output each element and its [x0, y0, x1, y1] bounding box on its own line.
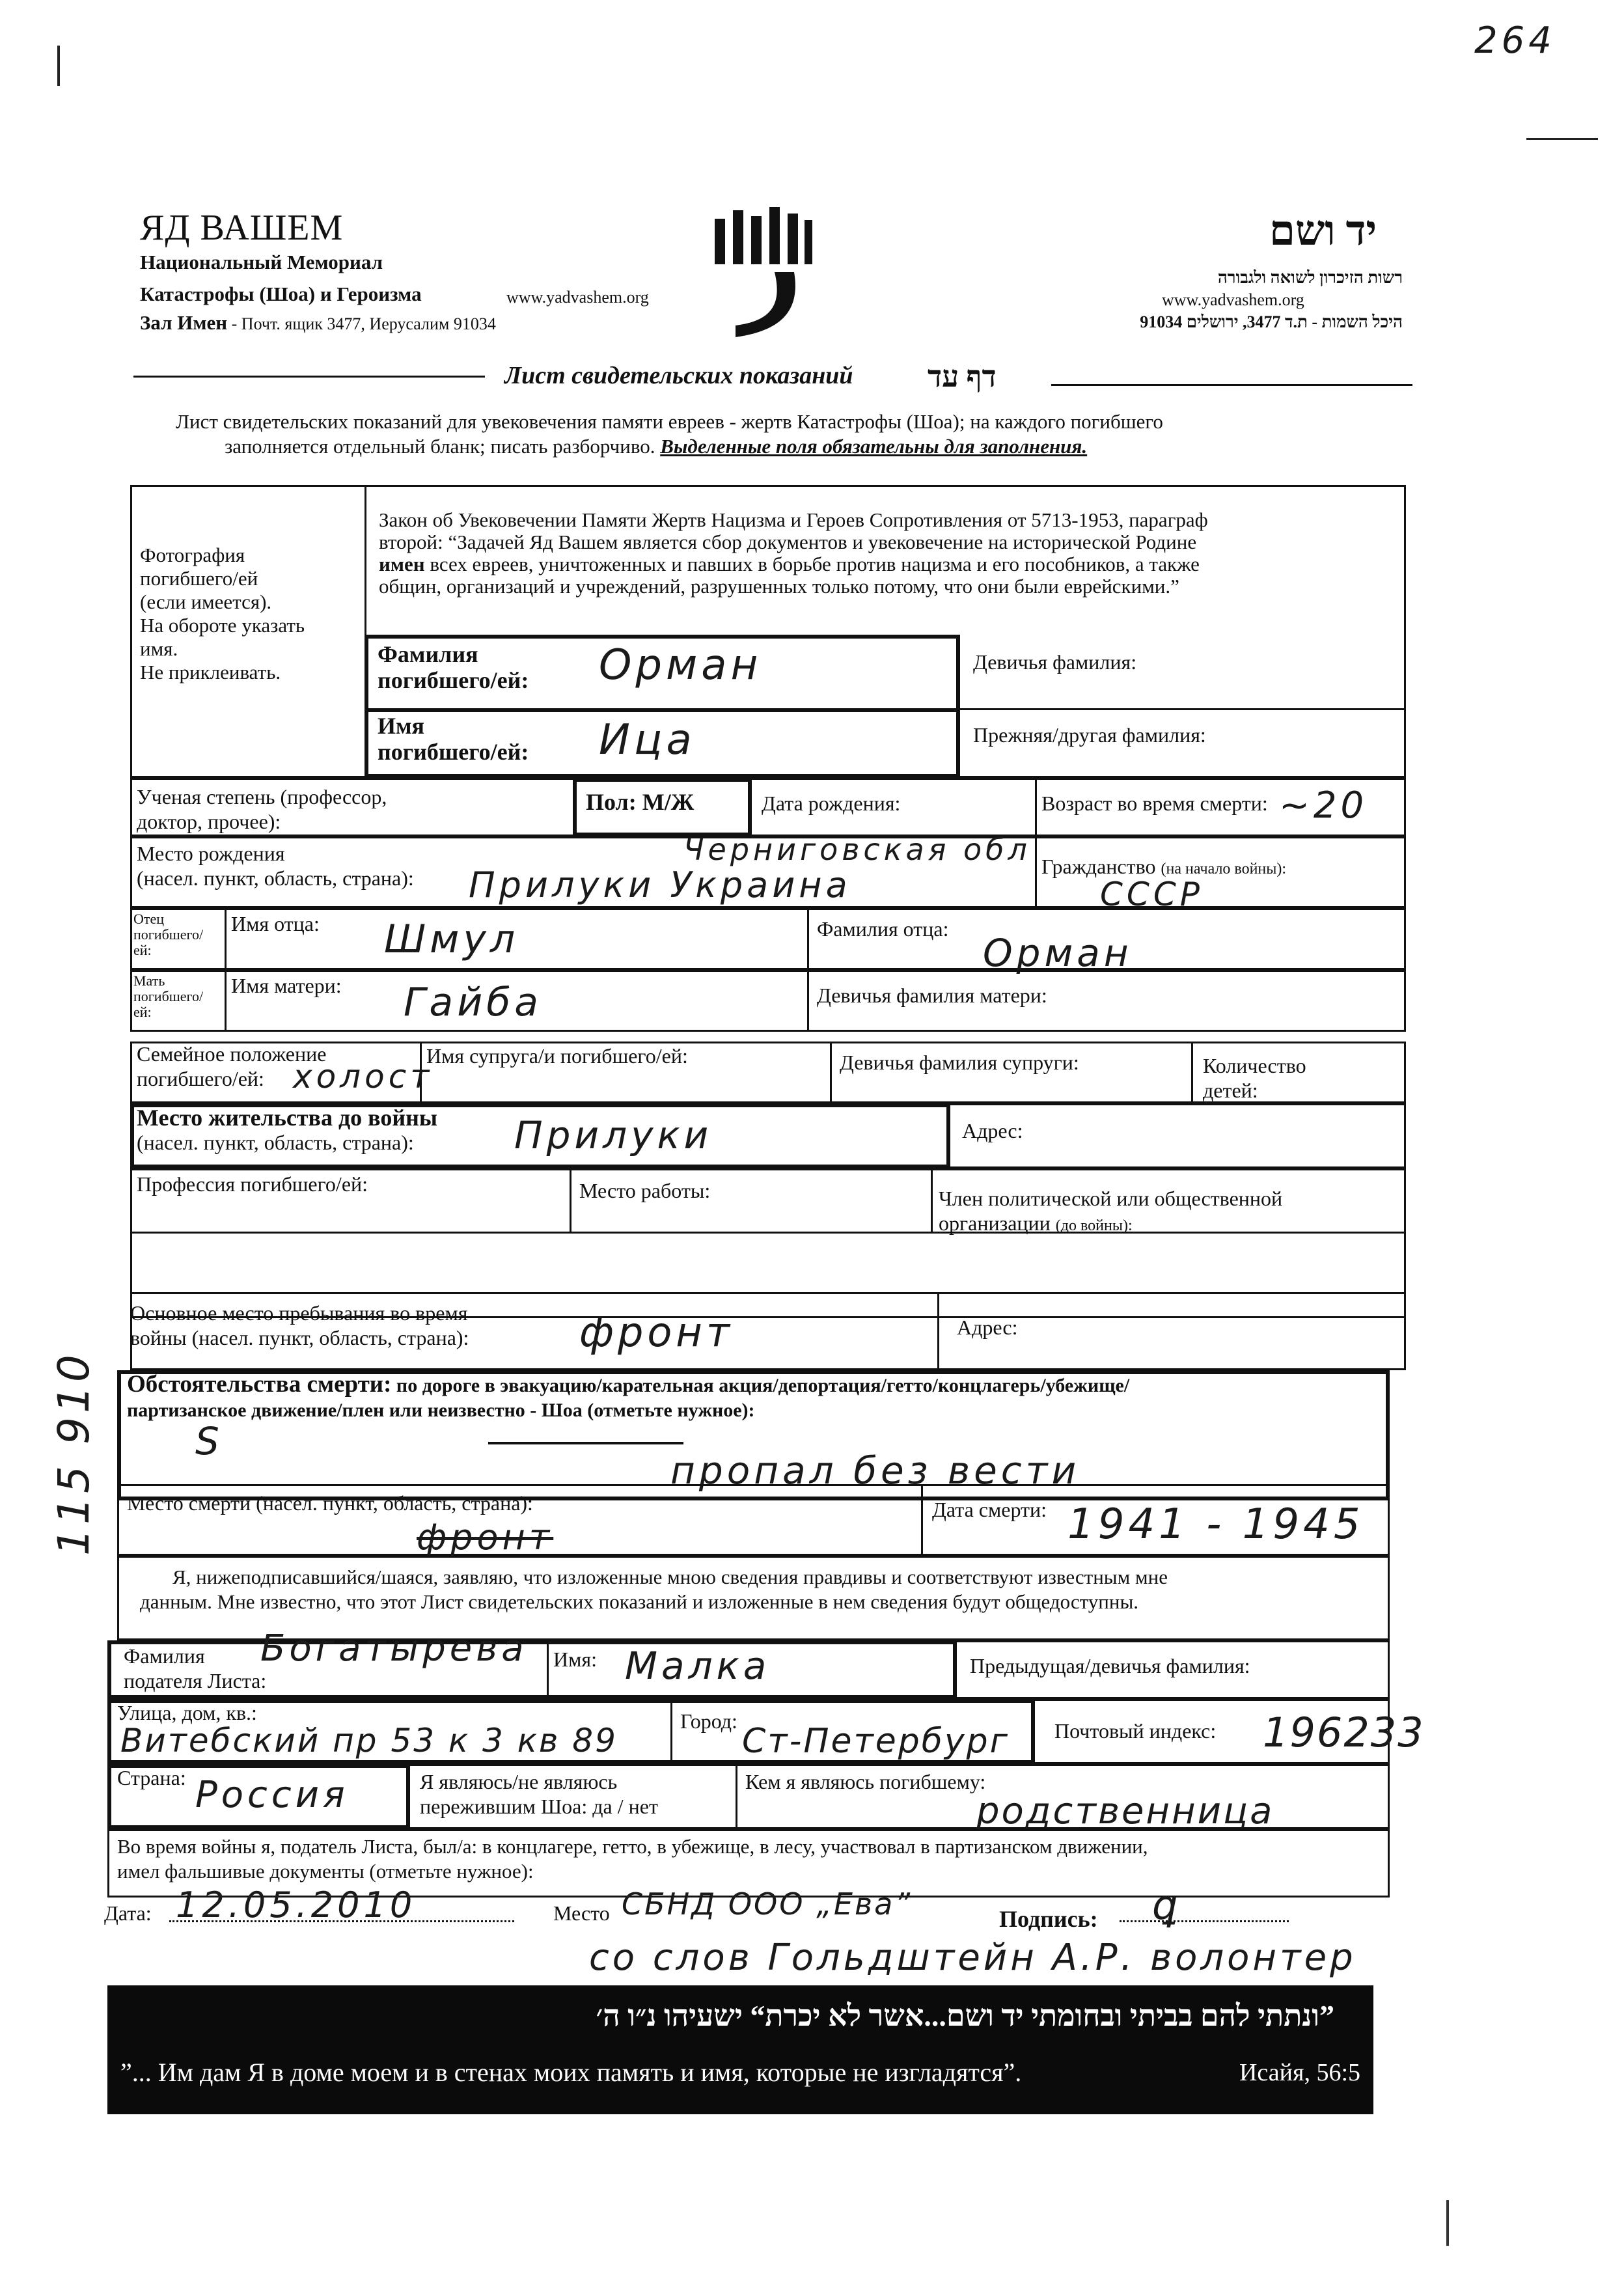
children-divider	[1191, 1042, 1193, 1103]
form-title-he: דף עד	[928, 360, 997, 393]
father-side-label: Отец погибшего/ ей:	[133, 911, 204, 958]
street-value[interactable]: Витебский пр 53 к 3 кв 89	[120, 1722, 618, 1760]
city-value[interactable]: Ст-Петербург	[742, 1722, 1010, 1761]
yad-vashem-logo	[709, 207, 814, 344]
circumstances-value[interactable]: пропал без вести	[670, 1448, 1080, 1493]
marital-value[interactable]: холост	[293, 1058, 434, 1096]
maiden-divider	[960, 708, 1406, 710]
street-label: Улица, дом, кв.:	[117, 1701, 257, 1724]
member-divider	[931, 1168, 933, 1232]
age-label: Возраст во время смерти:	[1041, 792, 1268, 815]
survivor-label: Я являюсь/не являюсь пережившим Шоа: да / нет	[420, 1770, 658, 1818]
scan-mark	[57, 46, 60, 86]
bottom-note: со слов Гольдштейн А.Р. волонтер	[589, 1937, 1356, 1979]
wartime-value[interactable]: фронт	[579, 1308, 734, 1356]
mother-name-value[interactable]: Гайба	[404, 980, 542, 1025]
citizenship-divider	[1035, 836, 1037, 908]
spouse-maiden-label: Девичья фамилия супруги:	[840, 1051, 1079, 1074]
mother-side-label: Мать погибшего/ ей:	[133, 973, 204, 1020]
member-label: Член политической или общественной организации (до войны):	[939, 1187, 1283, 1235]
website-left[interactable]: www.yadvashem.org	[506, 288, 649, 307]
age-value[interactable]: ~20	[1279, 784, 1368, 827]
city-divider	[670, 1699, 672, 1764]
intro-line2: заполняется отдельный бланк; писать разборчиво. Выделенные поля обязательны для заполнения.	[225, 435, 1088, 458]
spouse-name-label: Имя супруга/и погибшего/ей:	[426, 1044, 688, 1068]
quote-banner	[107, 1985, 1373, 2114]
intro-line1: Лист свидетельских показаний для увековечения памяти евреев - жертв Катастрофы (Шоа); на каждого погибшего	[176, 410, 1163, 433]
death-place-label: Место смерти (насел. пункт, область, страна):	[127, 1491, 533, 1515]
date-line	[169, 1920, 514, 1922]
he-line2: היכל השמות - ת.ד 3477, ירושלים 91034	[1140, 312, 1403, 331]
citizenship-value[interactable]: СССР	[1100, 876, 1204, 913]
place-label: Место	[553, 1901, 610, 1925]
citizenship-label: Гражданство (на начало войны):	[1041, 855, 1287, 878]
death-date-value[interactable]: 1941 - 1945	[1067, 1500, 1364, 1549]
marital-label: Семейное положение погибшего/ей:	[137, 1042, 327, 1090]
address-label: Адрес:	[962, 1119, 1023, 1142]
former-name-label: Прежняя/другая фамилия:	[973, 723, 1206, 747]
relation-value[interactable]: родственница	[976, 1790, 1274, 1832]
address2-label: Адрес:	[957, 1316, 1018, 1339]
org-line1: Национальный Мемориал	[140, 251, 383, 273]
father-surname-label: Фамилия отца:	[817, 917, 949, 941]
workplace-divider	[570, 1168, 571, 1232]
city-label: Город:	[680, 1709, 737, 1733]
death-place-value[interactable]: фронт	[417, 1517, 554, 1558]
banner-ref: Исайя, 56:5	[1239, 2059, 1360, 2086]
org-line3: Зал Имен - Почт. ящик 3477, Иерусалим 91034	[140, 311, 496, 334]
residence-label: Место жительства до войны (насел. пункт, область, страна):	[137, 1105, 437, 1154]
he-line1: רשות הזיכרון לשואה ולגבורה	[1217, 268, 1403, 287]
website-right[interactable]: www.yadvashem.org	[1162, 290, 1304, 309]
zip-value[interactable]: 196233	[1263, 1709, 1425, 1756]
death-date-label: Дата смерти:	[932, 1498, 1047, 1521]
scan-mark	[1446, 2200, 1449, 2246]
sub-name-label: Имя:	[553, 1648, 597, 1671]
workplace-label: Место работы:	[579, 1179, 711, 1202]
banner-hebrew: ”ונתתי להם בביתי ובחומתי יד ושם...אשר לא יכרת“ ישעיהו נ״ו ה׳	[596, 1999, 1334, 2032]
row-father	[130, 908, 1406, 970]
residence-value[interactable]: Прилуки	[514, 1113, 713, 1157]
children-label: Количество детей:	[1203, 1054, 1306, 1102]
org-line2: Катастрофы (Шоа) и Героизма	[140, 283, 422, 305]
firstname-value[interactable]: Ица	[599, 716, 696, 764]
relation-label: Кем я являюсь погибшему:	[745, 1770, 986, 1793]
sex-label[interactable]: Пол: М/Ж	[586, 789, 695, 815]
surname-label: Фамилия погибшего/ей:	[378, 641, 529, 693]
firstname-label: Имя погибшего/ей:	[378, 713, 529, 765]
org-title-ru: ЯД ВАШЕМ	[140, 208, 344, 248]
page-number: 264	[1474, 20, 1556, 62]
maiden-name-label: Девичья фамилия:	[973, 650, 1137, 674]
signature-mark[interactable]: ꝗ	[1152, 1881, 1182, 1929]
date-label: Дата:	[104, 1901, 152, 1925]
circumstances-label: Обстоятельства смерти: по дороге в эвакуацию/карательная акция/депортация/гетто/концлагерь/убежище/ партизанское движение/плен или неизвестно - Шоа (отметьте нужное):	[127, 1371, 1130, 1421]
birthplace-value[interactable]: Прилуки Украина	[469, 864, 851, 905]
photo-note: Фотография погибшего/ей (если имеется). На обороте указать имя. Не приклеивать.	[140, 544, 305, 683]
name-divider	[365, 708, 960, 712]
degree-label: Ученая степень (профессор, доктор, прочее):	[137, 785, 387, 833]
surname-value[interactable]: Орман	[599, 641, 762, 689]
wartime-label: Основное место пребывания во время войны (насел. пункт, область, страна):	[130, 1301, 469, 1349]
title-rule-left	[133, 376, 485, 378]
place-value[interactable]: СБНД ООО „Ева”	[622, 1886, 913, 1922]
country-value[interactable]: Россия	[195, 1774, 349, 1816]
title-rule-right	[1051, 384, 1412, 386]
banner-russian: ”... Им дам Я в доме моем и в стенах моих память и имя, которые не изгладятся”.	[120, 2058, 1022, 2087]
signature-line	[1120, 1920, 1289, 1922]
sub-prev-name-label: Предыдущая/девичья фамилия:	[970, 1654, 1250, 1677]
profession-label: Профессия погибшего/ей:	[137, 1172, 368, 1196]
declaration-text: Я, нижеподписавшийся/шаяся, заявляю, что изложенные мною сведения правдивы и соответствуют известным мне данным. Мне известно, что этот Лист свидетельских показаний и изложенные в нем сведения будут общедоступны.	[140, 1566, 1168, 1613]
country-label: Страна:	[117, 1766, 186, 1789]
law-text: Закон об Увековечении Памяти Жертв Нацизма и Героев Сопротивления от 5713-1953, параграф второй: “Задачей Яд Вашем является сбор документов и увековечение на исторической Родине имен всех евреев, уничтоженных и павших в борьбе против нацизма и его пособников, а также общин, организаций и учреждений, разрушенных только потому, что они были еврейскими.”	[379, 508, 1208, 598]
circumstances-underline	[488, 1442, 683, 1444]
sub-name-divider	[547, 1640, 549, 1699]
birthplace-region-value[interactable]: Черниговская обл	[683, 832, 1031, 867]
birthdate-label: Дата рождения:	[762, 792, 901, 815]
mother-maiden-label: Девичья фамилия матери:	[817, 984, 1047, 1007]
father-name-value[interactable]: Шмул	[384, 917, 519, 962]
father-name-label: Имя отца:	[231, 912, 320, 935]
father-surname-value[interactable]: Орман	[983, 931, 1133, 975]
mother-name-label: Имя матери:	[231, 974, 342, 997]
date-value[interactable]: 12.05.2010	[176, 1884, 417, 1925]
birthplace-label: Место рождения (насел. пункт, область, страна):	[137, 842, 414, 890]
spouse-divider	[830, 1042, 832, 1103]
age-divider	[1035, 778, 1037, 836]
sub-surname-value[interactable]: Богатырева	[260, 1627, 528, 1670]
zip-label: Почтовый индекс:	[1054, 1719, 1217, 1743]
circumstances-mark: S	[195, 1419, 223, 1463]
scan-mark	[1526, 138, 1598, 140]
signature-label: Подпись:	[999, 1906, 1098, 1932]
margin-number: 115 910	[49, 1351, 99, 1556]
submitter-wartime-text: Во время войны я, податель Листа, был/а: в концлагере, гетто, в убежище, в лесу, участвовал в партизанском движении, имел фальшивые документы (отметьте нужное):	[117, 1835, 1148, 1883]
death-divider	[921, 1484, 923, 1556]
form-title-ru: Лист свидетельских показаний	[504, 362, 853, 389]
sub-name-value[interactable]: Малка	[625, 1644, 771, 1688]
wartime-divider	[937, 1292, 939, 1370]
relation-divider	[736, 1764, 737, 1829]
sub-surname-label: Фамилия подателя Листа:	[124, 1644, 267, 1692]
org-title-he: יד ושם	[1269, 208, 1377, 254]
